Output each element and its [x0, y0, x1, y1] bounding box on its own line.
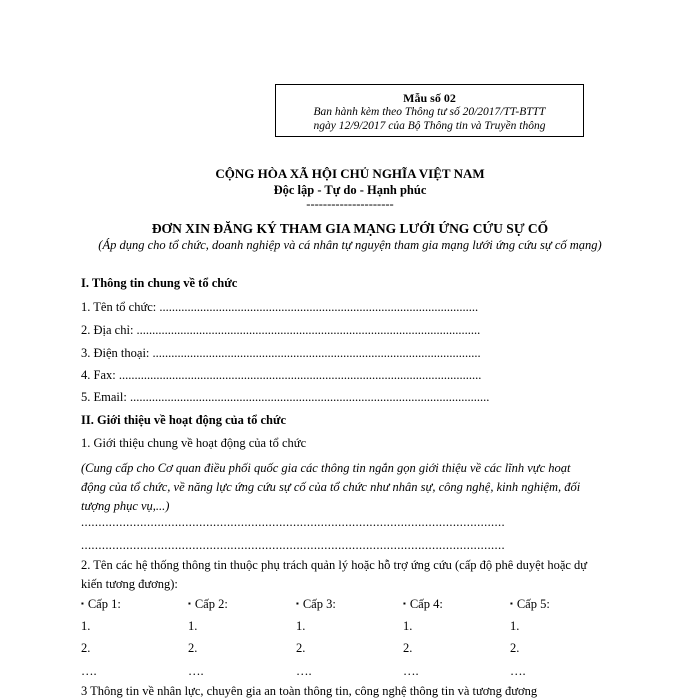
field-address[interactable]: 2. Địa chỉ: ..............................................................................................................	[81, 323, 481, 337]
level-1-entry-1[interactable]: 1.	[81, 619, 91, 633]
answer-line-1[interactable]: ..........................................................................................................................	[81, 515, 505, 529]
level-2-label: ▪ Cấp 2:	[188, 597, 228, 611]
level-3-entry-2[interactable]: 2.	[296, 641, 306, 655]
bullet-icon: ▪	[188, 599, 191, 608]
document-title: ĐƠN XIN ĐĂNG KÝ THAM GIA MẠNG LƯỚI ỨNG CỨU SỰ CỐ	[151, 221, 549, 236]
national-motto: Độc lập - Tự do - Hạnh phúc	[273, 183, 427, 197]
level-4-label: ▪ Cấp 4:	[403, 597, 443, 611]
header-divider: ---------------------	[306, 197, 394, 211]
field-email[interactable]: 5. Email: ...................................................................................................................	[81, 390, 490, 404]
form-number-box	[275, 84, 584, 137]
bullet-icon: ▪	[296, 599, 299, 608]
section-2-item-1: 1. Giới thiệu chung về hoạt động của tổ chức	[81, 436, 307, 450]
level-3-entry-1[interactable]: 1.	[296, 619, 306, 633]
section-2-item-3: 3 Thông tin về nhân lực, chuyên gia an toàn thông tin, công nghệ thông tin và tương đương	[81, 684, 538, 698]
level-4-entry-more: ….	[403, 664, 419, 678]
level-5-entry-2[interactable]: 2.	[510, 641, 520, 655]
level-3-entry-more: ….	[296, 664, 312, 678]
level-5-entry-more: ….	[510, 664, 526, 678]
level-1-entry-2[interactable]: 2.	[81, 641, 91, 655]
field-fax[interactable]: 4. Fax: ....................................................................................................................	[81, 368, 482, 382]
bullet-icon: ▪	[510, 599, 513, 608]
section-2-item-1-note: (Cung cấp cho Cơ quan điều phối quốc gia các thông tin ngắn gọn giới thiệu về các lĩnh vực hoạt động của tổ chức, về năng lực ứng cứu sự cố của tổ chức như nhân sự, công nghệ, kinh nghiệm, đối tượng phục vụ,...)	[81, 461, 581, 513]
form-issuance-line-2: ngày 12/9/2017 của Bộ Thông tin và Truyền thông	[313, 120, 546, 132]
field-organization-name[interactable]: 1. Tên tổ chức: ......................................................................................................	[81, 300, 479, 314]
section-2-heading: II. Giới thiệu về hoạt động của tổ chức	[81, 413, 287, 427]
bullet-icon: ▪	[403, 599, 406, 608]
level-5-label: ▪ Cấp 5:	[510, 597, 550, 611]
document-subtitle: (Áp dụng cho tổ chức, doanh nghiệp và cá nhân tự nguyện tham gia mạng lưới ứng cứu sự cố mạng)	[98, 238, 602, 252]
level-2-entry-1[interactable]: 1.	[188, 619, 198, 633]
form-number: Mẫu số 02	[403, 91, 456, 105]
level-3-label: ▪ Cấp 3:	[296, 597, 336, 611]
level-2-entry-2[interactable]: 2.	[188, 641, 198, 655]
level-4-entry-1[interactable]: 1.	[403, 619, 413, 633]
level-4-entry-2[interactable]: 2.	[403, 641, 413, 655]
answer-line-2[interactable]: ..........................................................................................................................	[81, 538, 505, 552]
level-1-label: ▪ Cấp 1:	[81, 597, 121, 611]
level-1-entry-more: ….	[81, 664, 97, 678]
level-5-entry-1[interactable]: 1.	[510, 619, 520, 633]
bullet-icon: ▪	[81, 599, 84, 608]
field-phone[interactable]: 3. Điện thoại: .........................................................................................................	[81, 346, 481, 360]
country-name: CỘNG HÒA XÃ HỘI CHỦ NGHĨA VIỆT NAM	[215, 166, 485, 181]
section-1-heading: I. Thông tin chung về tổ chức	[81, 276, 238, 290]
level-2-entry-more: ….	[188, 664, 204, 678]
form-issuance-line-1: Ban hành kèm theo Thông tư số 20/2017/TT-BTTT	[313, 106, 546, 118]
section-2-item-2: 2. Tên các hệ thống thông tin thuộc phụ trách quản lý hoặc hỗ trợ ứng cứu (cấp độ phê duyệt hoặc dự kiến tương đương):	[81, 558, 588, 591]
